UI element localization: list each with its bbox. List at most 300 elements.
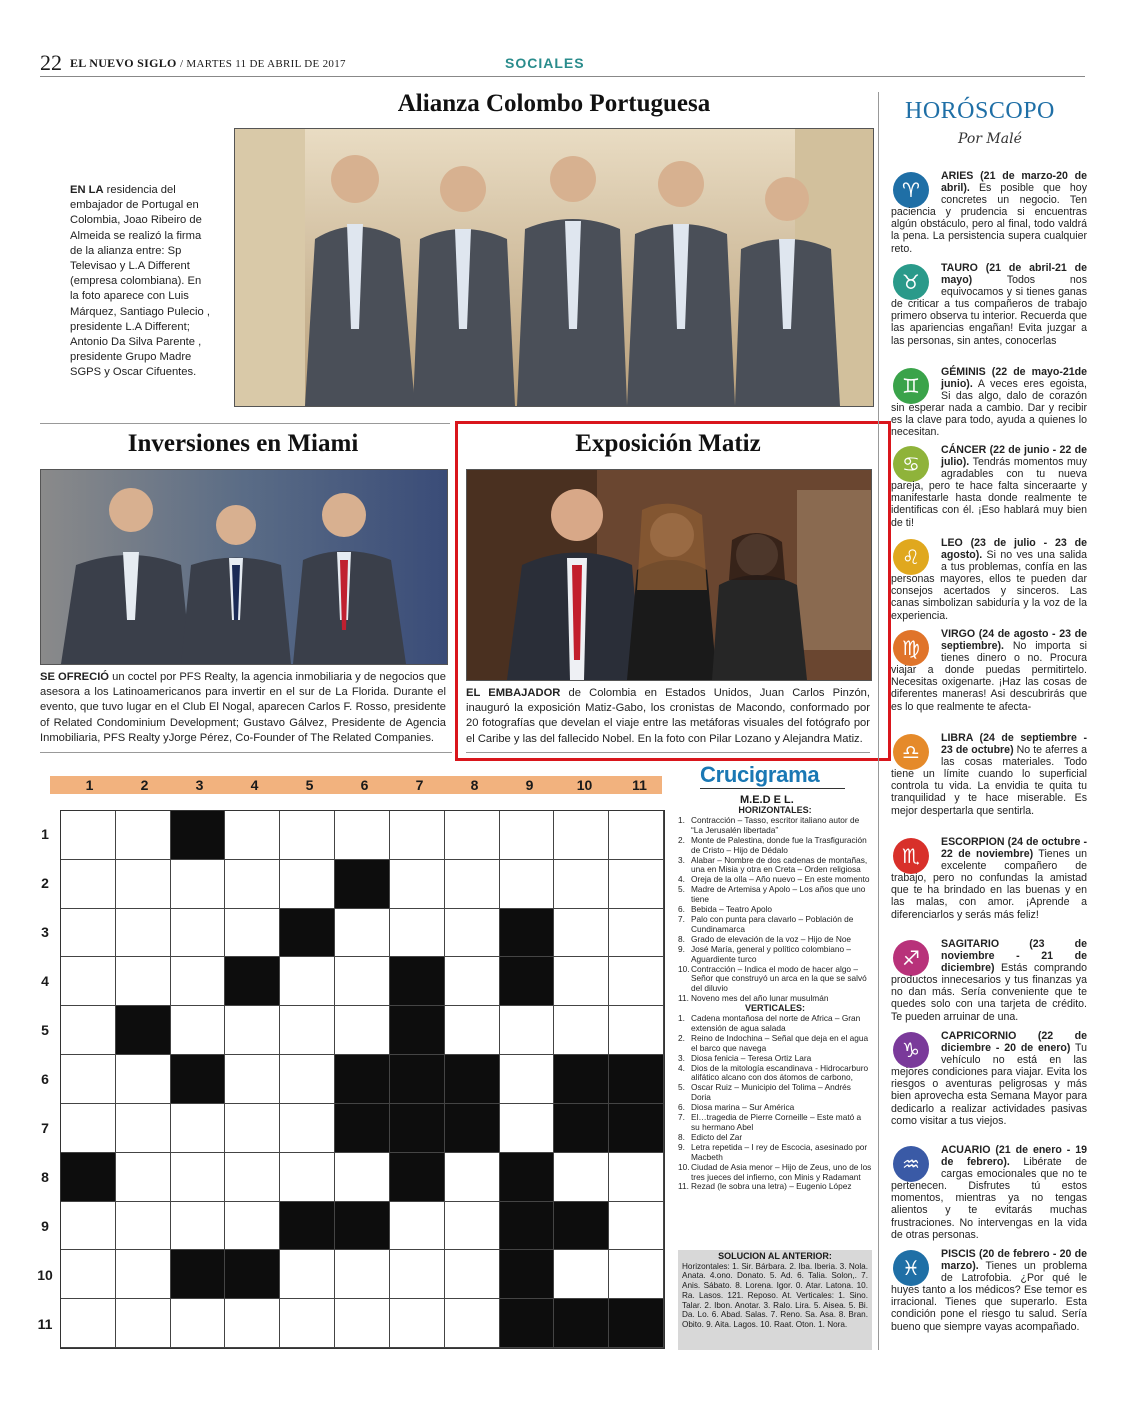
crossword-cell[interactable] xyxy=(554,1153,609,1202)
clue-number: 6. xyxy=(678,904,685,915)
crossword-row-number: 10 xyxy=(37,1266,53,1283)
crossword-black-cell xyxy=(335,1202,390,1251)
crossword-column-number: 2 xyxy=(140,777,149,793)
crossword-cell[interactable] xyxy=(116,957,171,1006)
crossword-cell[interactable] xyxy=(390,1250,445,1299)
crossword-cell[interactable] xyxy=(116,1055,171,1104)
crossword-cell[interactable] xyxy=(554,957,609,1006)
clue-number: 10. xyxy=(678,963,690,974)
aquarius-icon: ♒ xyxy=(893,1146,929,1182)
crossword-cell[interactable] xyxy=(280,811,335,860)
solution-title: SOLUCION AL ANTERIOR: xyxy=(718,1251,832,1261)
crossword-row-number: 6 xyxy=(41,1070,49,1087)
vertical-clues xyxy=(678,1014,872,1192)
crossword-cell[interactable] xyxy=(390,1202,445,1251)
clue xyxy=(678,836,872,856)
crossword-black-cell xyxy=(554,1202,609,1251)
page-number: 22 xyxy=(40,50,62,75)
divider-bottom-left xyxy=(40,752,452,753)
crossword-black-cell xyxy=(171,1250,226,1299)
sign-text: Tu vehículo no está en las mejores condiciones para viajar. Evita los riesgos o aventuras peligrosas y más bien aprovecha esta Semana Mayor para dedicarlo a realizar actividades pasivas como visitar a tus viejos. xyxy=(891,1042,1087,1127)
crossword-black-cell xyxy=(116,1006,171,1055)
clue xyxy=(678,885,872,905)
crossword-cell[interactable] xyxy=(225,1104,280,1153)
divider-left xyxy=(40,423,450,424)
crossword-column-number: 11 xyxy=(632,777,647,793)
crossword-cell[interactable] xyxy=(609,860,664,909)
crossword-cell[interactable] xyxy=(500,1006,555,1055)
horoscope-entry xyxy=(891,732,1087,817)
horoscope-entry xyxy=(891,628,1087,713)
crossword-cell[interactable] xyxy=(225,1055,280,1104)
clue-text: Diosa marina – Sur América xyxy=(691,1102,795,1113)
sign-text: Tienes un problema de Latrofobia. ¿Por qué le huyes tanto a los médicos? Ese temor es irracional. Tienes que superarlo. Esta condición pone el riesgo tu salud. Sería bueno que siempre vayas acompañado. xyxy=(891,1260,1087,1333)
crossword-cell[interactable] xyxy=(61,1006,116,1055)
crossword-author: M.E.D E L. xyxy=(740,794,794,806)
crossword-column-number: 8 xyxy=(470,777,479,793)
crossword-cell[interactable] xyxy=(445,957,500,1006)
crossword-black-cell xyxy=(225,957,280,1006)
story2-photo xyxy=(40,469,448,665)
crossword-cell[interactable] xyxy=(171,1153,226,1202)
crossword-cell[interactable] xyxy=(335,909,390,958)
crossword-column-number: 7 xyxy=(415,777,424,793)
crossword-black-cell xyxy=(500,1153,555,1202)
crossword-black-cell xyxy=(335,860,390,909)
icon-spacer xyxy=(891,1144,941,1178)
clue-number: 8. xyxy=(678,1131,685,1142)
crossword-cell[interactable] xyxy=(500,1104,555,1153)
sign-text: Tienes un excelente compañero de trabajo, pero no confundas la amistad que te ha brindado en las buenas y en las malas, con amor. ¡Aprende a diferenciarlos y serás más feliz! xyxy=(891,848,1087,921)
crossword-cell[interactable] xyxy=(445,860,500,909)
crossword-row-number: 2 xyxy=(41,874,49,891)
sign-name: LIBRA (24 de septiembre - 23 de octubre) xyxy=(941,732,1087,757)
story2-caption-text: un coctel por PFS Realty, la agencia inmobiliaria y de negocios que asesora a los Latinoamericanos para invertir en el sur de La Florida. Durante el evento, que tuvo lugar en el Club El Nogal, aparecen Carlos F. Rosso, presidente of Related Condominium Development; Gustavo Gálvez, Presidente de Agencia Inmobiliaria, PFS Realty yJorge Pérez, Co-Founder of The Related Companies. xyxy=(40,671,446,744)
crossword-cell[interactable] xyxy=(280,860,335,909)
crossword-cell[interactable] xyxy=(554,1006,609,1055)
crossword-cell[interactable] xyxy=(171,1202,226,1251)
crossword-cell[interactable] xyxy=(171,909,226,958)
crossword-cell[interactable] xyxy=(116,1299,171,1348)
issue-date: / MARTES 11 DE ABRIL DE 2017 xyxy=(179,58,346,70)
crossword-black-cell xyxy=(280,909,335,958)
sign-name: ACUARIO (21 de enero - 19 de febrero). xyxy=(941,1144,1087,1169)
crossword-row-number: 4 xyxy=(41,972,49,989)
horoscope-entry xyxy=(891,938,1087,1023)
crossword-black-cell xyxy=(554,1055,609,1104)
icon-spacer xyxy=(891,262,941,296)
crossword-clues xyxy=(678,806,872,1192)
crossword-cell[interactable] xyxy=(554,860,609,909)
clue-number: 10. xyxy=(678,1161,690,1172)
crossword-cell[interactable] xyxy=(171,957,226,1006)
crossword-cell[interactable] xyxy=(280,1055,335,1104)
clue-text: Reino de Indochina – Señal que deja en el agua el barco que navega xyxy=(691,1032,869,1053)
crossword-black-cell xyxy=(500,1299,555,1348)
horoscope-byline: Por Malé xyxy=(958,131,1022,147)
sign-text: Tendrás momentos muy agradables con tu nueva pareja, pero te hace falta sinceraarte y manifestarle hasta donde realmente te identificas con él. ¡Eso hablará muy bien de ti! xyxy=(891,456,1087,529)
icon-spacer xyxy=(891,444,941,478)
crossword-cell[interactable] xyxy=(390,860,445,909)
crossword-black-cell xyxy=(390,957,445,1006)
crossword-cell[interactable] xyxy=(445,909,500,958)
clue-text: Ciudad de Asia menor – Hijo de Zeus, uno de los tres jueces del infierno, con Minis y Radamant xyxy=(691,1161,872,1182)
clue-number: 4. xyxy=(678,874,685,885)
story2-headline: Inversiones en Miami xyxy=(127,430,359,457)
crossword-column-number: 6 xyxy=(360,777,369,793)
story1-caption xyxy=(70,183,210,381)
crossword-title-rule xyxy=(700,788,845,789)
crossword-black-cell xyxy=(500,957,555,1006)
clue-text: Noveno mes del año lunar musulmán xyxy=(691,993,829,1004)
icon-spacer xyxy=(891,537,941,571)
crossword-cell[interactable] xyxy=(116,1202,171,1251)
horizontal-clues xyxy=(678,816,872,1004)
crossword-black-cell xyxy=(500,1202,555,1251)
horizontal-title: HORIZONTALES: xyxy=(738,805,812,815)
crossword-cell[interactable] xyxy=(445,1299,500,1348)
story2-caption xyxy=(40,670,446,746)
crossword-black-cell xyxy=(500,1250,555,1299)
crossword-cell[interactable] xyxy=(554,811,609,860)
crossword-cell[interactable] xyxy=(500,1055,555,1104)
crossword-column-number: 3 xyxy=(195,777,204,793)
crossword-black-cell xyxy=(609,1104,664,1153)
clue-text: Oscar Ruiz – Municipio del Tolima – Andrés Doria xyxy=(691,1082,851,1103)
crossword-cell[interactable] xyxy=(445,1006,500,1055)
horoscope-entry xyxy=(891,1030,1087,1127)
crossword-cell[interactable] xyxy=(61,1055,116,1104)
clue-number: 3. xyxy=(678,854,685,865)
scorpio-icon: ♏ xyxy=(893,838,929,874)
clue-text: Madre de Artemisa y Apolo – Los años que uno tiene xyxy=(691,884,866,905)
clue-number: 7. xyxy=(678,1112,685,1123)
crossword-cell[interactable] xyxy=(171,860,226,909)
clue-number: 1. xyxy=(678,1013,685,1024)
clue xyxy=(678,1034,872,1054)
sign-name: TAURO (21 de abril-21 de mayo) xyxy=(941,262,1087,287)
story3-caption-lead: EL EMBAJADOR xyxy=(466,687,561,699)
horoscope-title: HORÓSCOPO xyxy=(905,98,1055,124)
crossword-column-number: 10 xyxy=(576,777,593,793)
icon-spacer xyxy=(891,170,941,204)
sign-text: No te aferres a las cosas materiales. Todo tiene un límite cuando lo superficial controla tu vida. La envidia te quita tu tranquilidad y te hace miserable. Es mejor despertarla que sentirla. xyxy=(891,744,1087,817)
crossword-black-cell xyxy=(390,1104,445,1153)
horoscope-entry xyxy=(891,262,1087,347)
crossword-cell[interactable] xyxy=(280,1250,335,1299)
capricorn-icon: ♑ xyxy=(893,1032,929,1068)
leo-icon: ♌ xyxy=(893,539,929,575)
crossword-cell[interactable] xyxy=(61,860,116,909)
crossword-cell[interactable] xyxy=(225,860,280,909)
crossword-cell[interactable] xyxy=(171,1006,226,1055)
story1-caption-lead: EN LA xyxy=(70,184,104,196)
aries-icon: ♈ xyxy=(893,172,929,208)
crossword-black-cell xyxy=(609,1299,664,1348)
crossword-cell[interactable] xyxy=(225,1153,280,1202)
clue-number: 2. xyxy=(678,834,685,845)
crossword-cell[interactable] xyxy=(280,1299,335,1348)
section-title: SOCIALES xyxy=(505,55,585,71)
crossword-solution xyxy=(678,1250,872,1350)
crossword-black-cell xyxy=(280,1202,335,1251)
clue-number: 3. xyxy=(678,1052,685,1063)
crossword-cell[interactable] xyxy=(609,1202,664,1251)
crossword-column-number: 4 xyxy=(250,777,259,793)
crossword-cell[interactable] xyxy=(61,1299,116,1348)
crossword-cell[interactable] xyxy=(335,1299,390,1348)
clue xyxy=(678,1182,872,1192)
crossword-cell[interactable] xyxy=(609,811,664,860)
crossword-cell[interactable] xyxy=(609,1153,664,1202)
highlight-box xyxy=(455,421,891,761)
horoscope-entry xyxy=(891,537,1087,622)
clue-text: Rezad (le sobra una letra) – Eugenio López xyxy=(691,1181,852,1192)
crossword-cell[interactable] xyxy=(390,811,445,860)
crossword-row-number: 8 xyxy=(41,1168,49,1185)
sign-text: Estás comprando productos innecesarios y tus finanzas ya no dan más. Sería conveniente que te quedes solo con una tarjeta de crédito. Te pueden arruinar de una. xyxy=(891,962,1087,1023)
clue-number: 4. xyxy=(678,1062,685,1073)
crossword-row-number: 9 xyxy=(41,1217,49,1234)
crossword-column-number: 1 xyxy=(85,777,94,793)
crossword-cell[interactable] xyxy=(445,1250,500,1299)
crossword-cell[interactable] xyxy=(554,909,609,958)
crossword-column-number: 5 xyxy=(305,777,314,793)
sign-text: Es posible que hoy concretes un negocio. Ten paciencia y prudencia si encuentras algún obstáculo, pero al final, todo valdrá la pena. La persistencia supera cualquier reto. xyxy=(891,182,1087,255)
crossword-grid xyxy=(60,810,665,1349)
crossword-cell[interactable] xyxy=(445,811,500,860)
clue xyxy=(678,965,872,995)
clue xyxy=(678,816,872,836)
crossword-row-number: 7 xyxy=(41,1119,49,1136)
crossword-black-cell xyxy=(171,811,226,860)
crossword-cell[interactable] xyxy=(445,1202,500,1251)
story3-caption-text: de Colombia en Estados Unidos, Juan Carlos Pinzón, inauguró la exposición Matiz-Gabo, los cronistas de Macondo, conformado por 20 fotografías que develan el viaje entre las metáforas visuales del fotógrafo por el Caribe y las del fallecido Nobel. En la foto con Pilar Lozano y Alejandra Matiz. xyxy=(466,687,870,745)
clue xyxy=(678,856,872,876)
clue-number: 9. xyxy=(678,1141,685,1152)
sign-name: VIRGO (24 de agosto - 23 de septiembre). xyxy=(941,628,1087,653)
crossword-cell[interactable] xyxy=(609,1250,664,1299)
clue-text: Edicto del Zar xyxy=(691,1131,743,1142)
story1-photo xyxy=(234,128,874,407)
clue-text: El…tragedia de Pierre Corneille – Este mató a su hermano Abel xyxy=(691,1112,862,1132)
crossword-cell[interactable] xyxy=(225,1006,280,1055)
sign-name: ARIES (21 de marzo-20 de abril). xyxy=(941,170,1087,195)
crossword-title: Crucigrama xyxy=(700,762,820,787)
sign-name: LEO (23 de julio - 23 de agosto). xyxy=(941,537,1087,562)
crossword-cell[interactable] xyxy=(335,1250,390,1299)
sign-text: Todos nos equivocamos y si tienes ganas de criticar a tus compañeros de trabajo primero observa tu interior. Recuerda que las apariencias engañan! Evita juzgar a las personas, sin antes, conocerlas xyxy=(891,274,1087,347)
cancer-icon: ♋ xyxy=(893,446,929,482)
icon-spacer xyxy=(891,1248,941,1282)
clue-number: 7. xyxy=(678,913,685,924)
crossword-black-cell xyxy=(445,1104,500,1153)
clue-number: 11. xyxy=(678,993,689,1004)
clue-text: Bebida – Teatro Apolo xyxy=(691,904,773,915)
crossword-cell[interactable] xyxy=(116,909,171,958)
crossword-black-cell xyxy=(390,1006,445,1055)
crossword-black-cell xyxy=(390,1153,445,1202)
crossword-black-cell xyxy=(335,1104,390,1153)
clue-text: Contracción – Tasso, escritor italiano autor de “La Jerusalén libertada” xyxy=(691,814,860,835)
clue-number: 6. xyxy=(678,1102,685,1113)
crossword-cell[interactable] xyxy=(61,1250,116,1299)
clue xyxy=(678,945,872,965)
crossword-black-cell xyxy=(225,1250,280,1299)
clue xyxy=(678,1014,872,1034)
crossword-cell[interactable] xyxy=(280,957,335,1006)
horoscope-entry xyxy=(891,444,1087,529)
crossword-black-cell xyxy=(554,1299,609,1348)
sign-name: PISCIS (20 de febrero - 20 de marzo). xyxy=(941,1248,1087,1273)
crossword-cell[interactable] xyxy=(225,1202,280,1251)
crossword-row-number: 11 xyxy=(37,1315,53,1332)
crossword-cell[interactable] xyxy=(171,1299,226,1348)
taurus-icon: ♉ xyxy=(893,264,929,300)
crossword-cell[interactable] xyxy=(390,909,445,958)
paper-name: EL NUEVO SIGLO xyxy=(70,56,177,70)
horoscope-entry xyxy=(891,1248,1087,1333)
clue xyxy=(678,1083,872,1103)
crossword-cell[interactable] xyxy=(61,909,116,958)
crossword-row-number: 5 xyxy=(41,1021,49,1038)
crossword-black-cell xyxy=(390,1055,445,1104)
horoscope-entry xyxy=(891,366,1087,439)
crossword-cell[interactable] xyxy=(390,1299,445,1348)
gemini-icon: ♊ xyxy=(893,368,929,404)
sign-text: Si no ves una salida a tus problemas, confía en las personas mayores, ellos te pueden dar consejos acertados y sinceros. Las canas simbolizan sabiduría y la voz de la experiencia. xyxy=(891,549,1087,622)
sign-name: SAGITARIO (23 de noviembre - 21 de diciembre) xyxy=(941,938,1087,975)
horoscope-divider xyxy=(878,92,879,1350)
clue xyxy=(678,1064,872,1084)
clue xyxy=(678,1113,872,1133)
clue-text: Monte de Palestina, donde fue la Trasfiguración de Cristo – Hijo de Dédalo xyxy=(691,834,867,855)
crossword-cell[interactable] xyxy=(61,811,116,860)
crossword-cell[interactable] xyxy=(280,1104,335,1153)
sign-text: A veces eres egoista, Si das algo, dalo de corazón sin esperar nada a cambio. Dar y recibir es la clave para todo, ayuda a quienes lo necesitan. xyxy=(891,378,1087,439)
horoscope-entry xyxy=(891,1144,1087,1241)
crossword-cell[interactable] xyxy=(61,1202,116,1251)
crossword-cell[interactable] xyxy=(445,1153,500,1202)
clue-text: José María, general y político colombiano – Aguardiente turco xyxy=(691,943,852,964)
crossword-cell[interactable] xyxy=(335,1153,390,1202)
libra-icon: ♎ xyxy=(893,734,929,770)
crossword-cell[interactable] xyxy=(61,957,116,1006)
crossword-column-number: 9 xyxy=(525,777,534,793)
crossword-cell[interactable] xyxy=(225,909,280,958)
clue-number: 11. xyxy=(678,1181,689,1192)
clue xyxy=(678,1143,872,1163)
sign-name: CAPRICORNIO (22 de diciembre - 20 de enero) xyxy=(941,1030,1087,1055)
clue-number: 8. xyxy=(678,933,685,944)
clue-text: Dios de la mitología escandinava - Hidrocarburo alifático alcano con dos átomos de carbono, xyxy=(691,1062,869,1083)
icon-spacer xyxy=(891,366,941,400)
clue-text: Letra repetida – I rey de Escocia, asesinado por Macbeth xyxy=(691,1141,868,1162)
pisces-icon: ♓ xyxy=(893,1250,929,1286)
clue-text: Diosa fenicia – Teresa Ortiz Lara xyxy=(691,1052,812,1063)
icon-spacer xyxy=(891,628,941,662)
crossword-black-cell xyxy=(445,1055,500,1104)
clue-text: Alabar – Nombre de dos cadenas de montañas, una en Misia y otra en Creta – Orden religiosa xyxy=(691,854,868,875)
story3-headline: Exposición Matiz xyxy=(575,430,761,457)
crossword-cell[interactable] xyxy=(61,1104,116,1153)
header-divider xyxy=(40,76,1085,77)
masthead xyxy=(70,56,346,71)
clue xyxy=(678,915,872,935)
crossword-cell[interactable] xyxy=(280,1153,335,1202)
clue-number: 5. xyxy=(678,1082,685,1093)
crossword-black-cell xyxy=(609,1055,664,1104)
clue-number: 5. xyxy=(678,884,685,895)
clue-text: Palo con punta para clavarlo – Población de Cundinamarca xyxy=(691,913,854,934)
clue-number: 1. xyxy=(678,814,685,825)
crossword-cell[interactable] xyxy=(225,1299,280,1348)
crossword-cell[interactable] xyxy=(280,1006,335,1055)
crossword-black-cell xyxy=(335,1055,390,1104)
story1-caption-text: residencia del embajador de Portugal en Colombia, Joao Ribeiro de Almeida se realizó la firma de la alianza entre: Sp Televisao y L.A Different (empresa colombiana). En la foto aparece con Luis Márquez, Santiago Pulecio , presidente L.A Different; Antonio Da Silva Parente , presidente Grupo Madre SGPS y Oscar Cifuentes. xyxy=(70,184,210,379)
sign-name: CÁNCER (22 de junio - 22 de julio). xyxy=(941,444,1087,469)
clue-text: Cadena montañosa del norte de Africa – Gran extensión de agua salada xyxy=(691,1013,861,1033)
clue-number: 9. xyxy=(678,943,685,954)
crossword-cell[interactable] xyxy=(609,957,664,1006)
crossword-row-number: 3 xyxy=(41,923,49,940)
clue-number: 2. xyxy=(678,1032,685,1043)
crossword-cell[interactable] xyxy=(116,1104,171,1153)
crossword-cell[interactable] xyxy=(116,811,171,860)
clue-text: Grado de elevación de la voz – Hijo de Noe xyxy=(691,933,852,944)
crossword-cell[interactable] xyxy=(609,1006,664,1055)
crossword-column-header xyxy=(50,776,662,794)
sign-text: No importa si tienes dinero o no. Procura viajar a donde puedas permitirtelo. Necesitas oxigenarte. ¡Haz las cosas de diferentes maneras! Asi descubrirás que es lo que realmente te afecta- xyxy=(891,640,1087,713)
sagittarius-icon: ♐ xyxy=(893,940,929,976)
icon-spacer xyxy=(891,732,941,766)
icon-spacer xyxy=(891,1030,941,1064)
crossword-cell[interactable] xyxy=(225,811,280,860)
sign-name: GÉMINIS (22 de mayo-21de junio). xyxy=(941,366,1087,391)
crossword-cell[interactable] xyxy=(116,1153,171,1202)
solution-text: Horizontales: 1. Sir. Bárbara. 2. Iba. Iberia. 3. Nola. Anata. 4.ono. Donato. 5. Ad. 6. Talia. Solon,. 7. Anis. Sábato. 8. Lorena. Igor. 0. Atar. Latona. 10. Ra. Lasos. 121. Reposo. At. Verticales: 1. Sino. Talar. 2. Ibon. Anotar. 3. Ralo. Lira. 5. Aisea. 5. Bi. Da. Lo. 6. Abad. Salas. 7. Reno. Sa. Asa. 8. Bran. Obito. 9. Aita. Lagos. 10. Raat. Oton. 1. Nora. xyxy=(682,1261,868,1329)
crossword-cell[interactable] xyxy=(335,1006,390,1055)
horoscope-entry xyxy=(891,170,1087,255)
icon-spacer xyxy=(891,836,941,870)
crossword-cell[interactable] xyxy=(171,1104,226,1153)
story2-caption-lead: SE OFRECIÓ xyxy=(40,671,110,683)
horoscope-entry xyxy=(891,836,1087,921)
crossword-black-cell xyxy=(554,1104,609,1153)
crossword-cell[interactable] xyxy=(609,909,664,958)
clue xyxy=(678,1163,872,1183)
clue-text: Oreja de la olla – Año nuevo – En este momento xyxy=(691,874,870,885)
sign-name: ESCORPION (24 de octubre - 22 de noviembre) xyxy=(941,836,1087,861)
story1-headline: Alianza Colombo Portuguesa xyxy=(397,90,711,117)
icon-spacer xyxy=(891,938,941,972)
crossword-black-cell xyxy=(61,1153,116,1202)
crossword-cell[interactable] xyxy=(335,811,390,860)
crossword-cell[interactable] xyxy=(116,1250,171,1299)
crossword-cell[interactable] xyxy=(554,1250,609,1299)
crossword-cell[interactable] xyxy=(335,957,390,1006)
sign-text: Libérate de cargas emocionales que no te pertenecen. Disfrutes tú estos momentos, mientras ya no tengas alientos y te evitarás muchas frustraciones. No intervengas en la vida de otras personas. xyxy=(891,1156,1087,1241)
crossword-cell[interactable] xyxy=(500,811,555,860)
clue-text: Contracción – Indica el modo de hacer algo – Señor que construyó un arca en la que se salvó del diluvio xyxy=(691,963,867,994)
crossword-cell[interactable] xyxy=(116,860,171,909)
vertical-title: VERTICALES: xyxy=(744,1003,805,1014)
crossword-row-number: 1 xyxy=(41,825,49,842)
crossword-cell[interactable] xyxy=(500,860,555,909)
virgo-icon: ♍ xyxy=(893,630,929,666)
crossword-black-cell xyxy=(500,909,555,958)
crossword-black-cell xyxy=(171,1055,226,1104)
